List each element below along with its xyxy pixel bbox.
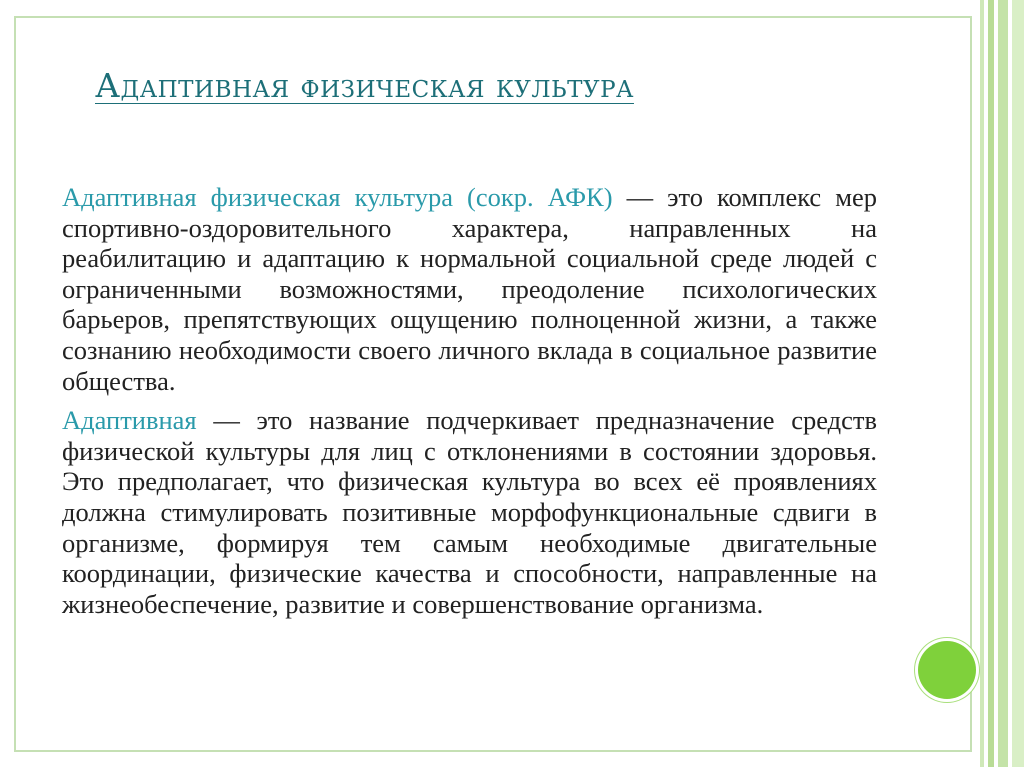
explanation-lead: Адаптивная [62,405,197,436]
stripe [988,0,994,767]
decorative-circle [918,641,976,699]
decorative-stripes [980,0,1024,767]
stripe [998,0,1008,767]
explanation-text: — это название подчеркивает предназначение средств физической культуры для лиц с отклонениями в состоянии здоровья. Это предполагает, что физическая культура во всех её проявлениях должна стимулировать позитивные морфофункциональные сдвиги в организме, формируя тем самым необходимые двигательные координации, физические качества и способности, направленные на жизнеобеспечение, развитие и совершенствование организма. [62,405,877,619]
definition-lead: Адаптивная физическая культура (сокр. АФК) [62,182,613,212]
slide-title: Адаптивная физическая культура [95,66,634,105]
definition-text: — это комплекс мер спортивно-оздоровительного характера, направленных на реабилитацию и адаптацию к нормальной социальной среде людей с ограниченными возможностями, преодоление психологических барьеров, препятствующих ощущению полноценной жизни, а также сознанию необходимости своего личного вклада в социальное развитие общества. [62,182,877,396]
stripe [980,0,984,767]
slide-body [62,182,877,619]
stripe [1012,0,1024,767]
paragraph-explanation [62,405,877,619]
paragraph-definition [62,182,877,396]
